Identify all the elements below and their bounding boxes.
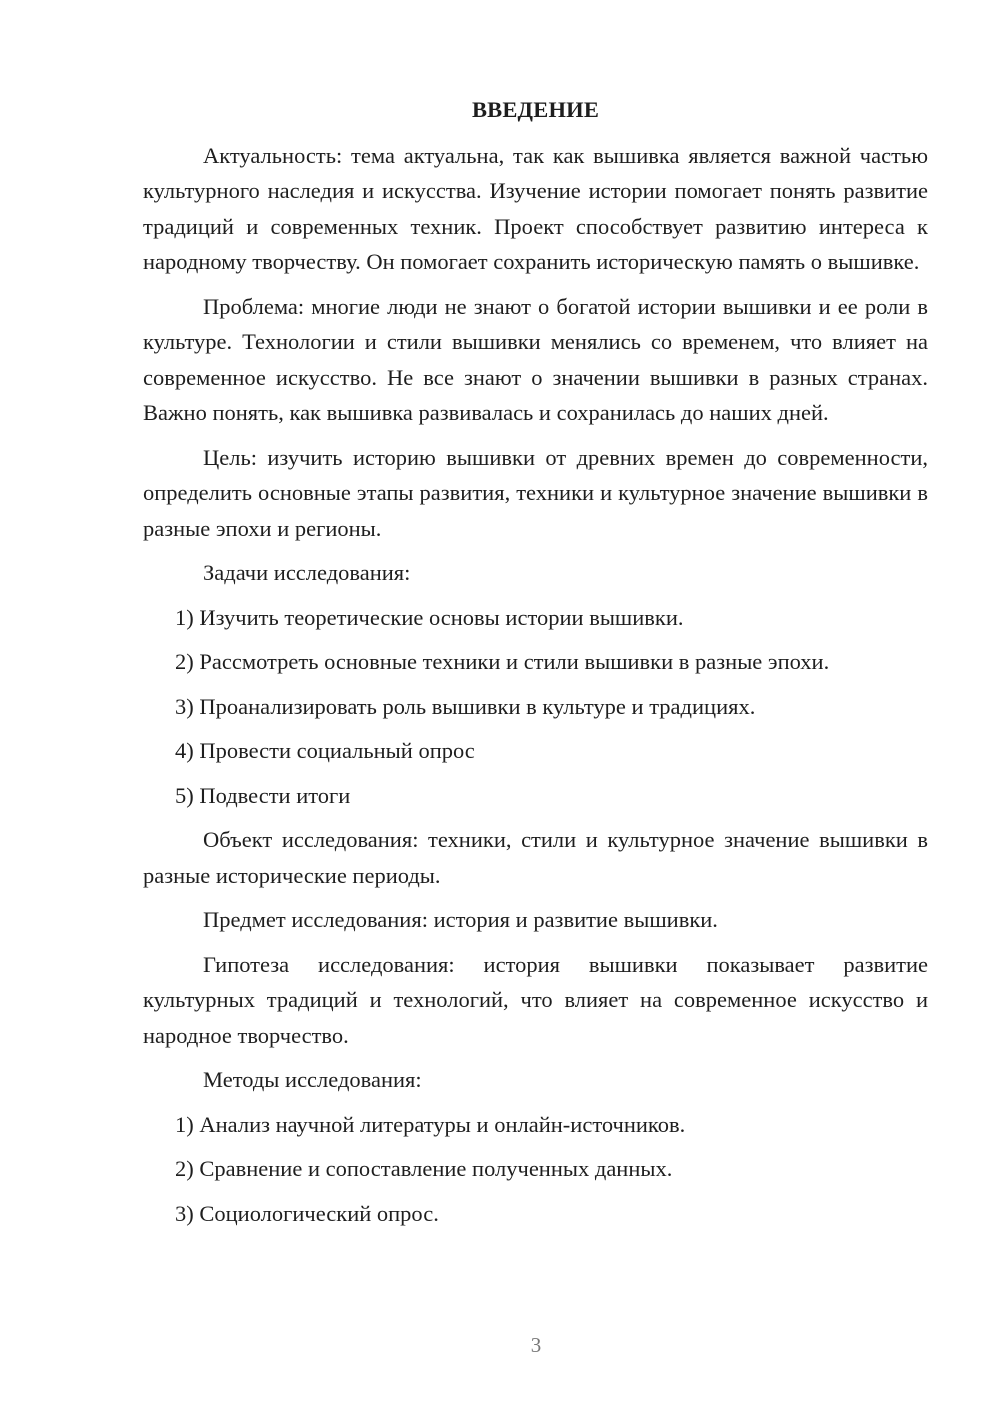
method-item-3: 3) Социологический опрос. bbox=[175, 1200, 439, 1226]
task-item-5: 5) Подвести итоги bbox=[175, 782, 351, 808]
subject-paragraph: Предмет исследования: история и развитие вышивки. bbox=[203, 907, 718, 932]
method-item-2: 2) Сравнение и сопоставление полученных данных. bbox=[175, 1156, 673, 1181]
page-content bbox=[143, 92, 928, 1240]
page-title: ВВЕДЕНИЕ bbox=[471, 97, 600, 122]
task-item-3: 3) Проанализировать роль вышивки в культуре и традициях. bbox=[175, 693, 756, 719]
hypothesis-paragraph: Гипотеза исследования: история вышивки показывает развитие культурных традиций и технологий, что влияет на современное искусство и народное творчество. bbox=[143, 951, 928, 1048]
task-item-1: 1) Изучить теоретические основы истории вышивки. bbox=[175, 604, 684, 630]
goal-paragraph: Цель: изучить историю вышивки от древних времен до современности, определить основные этапы развития, техники и культурное значение вышивки в разные эпохи и регионы. bbox=[143, 444, 928, 541]
page-number: 3 bbox=[530, 1333, 542, 1357]
methods-heading: Методы исследования: bbox=[203, 1067, 422, 1092]
object-paragraph: Объект исследования: техники, стили и культурное значение вышивки в разные исторические периоды. bbox=[143, 827, 928, 888]
tasks-heading: Задачи исследования: bbox=[203, 560, 411, 585]
problem-paragraph: Проблема: многие люди не знают о богатой истории вышивки и ее роли в культуре. Технологии и стили вышивки менялись со временем, что влияет на современное искусство. Не все знают о значении вышивки в разных странах. Важно понять, как вышивка развивалась и сохранилась до наших дней. bbox=[143, 293, 928, 425]
task-item-4: 4) Провести социальный опрос bbox=[175, 738, 475, 763]
method-item-1: 1) Анализ научной литературы и онлайн-источников. bbox=[175, 1111, 686, 1137]
task-item-2: 2) Рассмотреть основные техники и стили вышивки в разные эпохи. bbox=[175, 649, 830, 674]
relevance-paragraph: Актуальность: тема актуальна, так как вышивка является важной частью культурного наследия и искусства. Изучение истории помогает понять развитие традиций и современных техник. Проект способствует развитию интереса к народному творчеству. Он помогает сохранить историческую память о вышивке. bbox=[143, 142, 928, 274]
